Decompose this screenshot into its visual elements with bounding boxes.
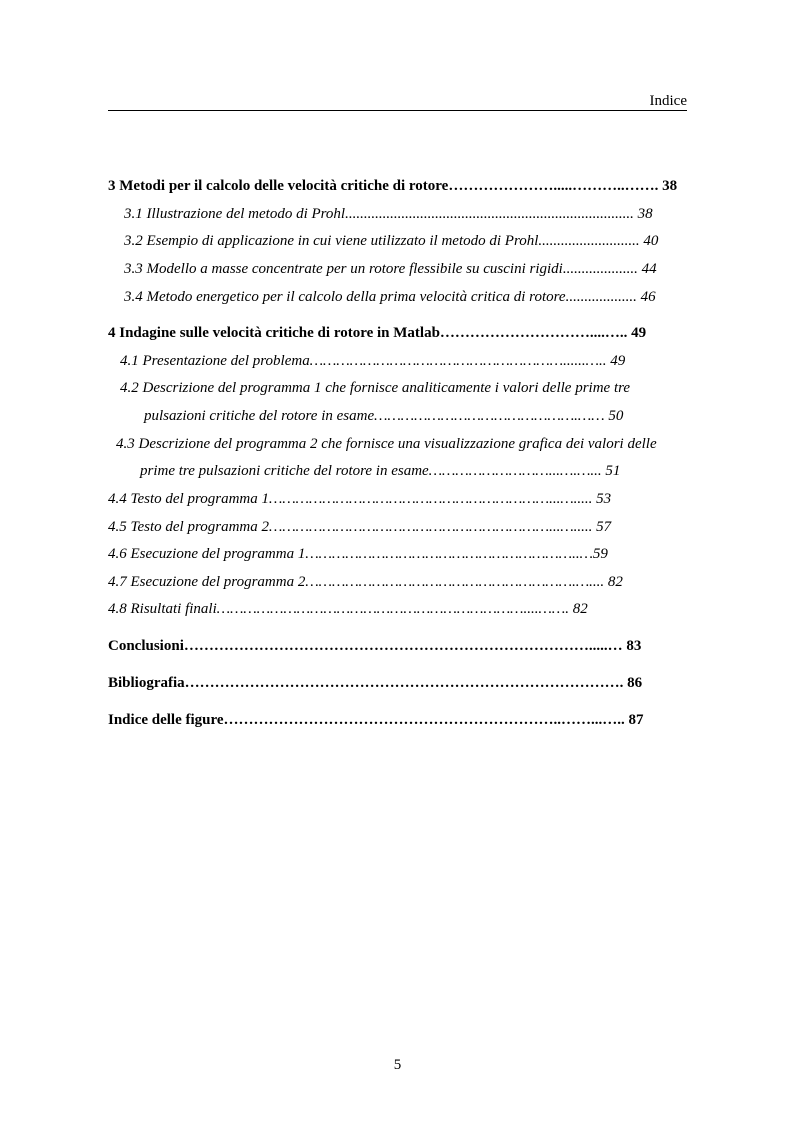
- toc-chapter-4[interactable]: 4 Indagine sulle velocità critiche di rotore in Matlab…………………………....….. 49: [108, 325, 647, 341]
- toc-section-4-8[interactable]: 4.8 Risultati finali……………………………………………………………....……. 82: [108, 601, 588, 617]
- toc-indice-figure[interactable]: Indice delle figure…………………………………………………………..……...….. 87: [108, 712, 644, 728]
- header-title: Indice: [649, 93, 687, 109]
- toc-bibliografia[interactable]: Bibliografia……………………………………………………………………………. 86: [108, 675, 643, 691]
- toc-section-3-2[interactable]: 3.2 Esempio di applicazione in cui viene utilizzato il metodo di Prohl........................... 40: [124, 233, 659, 249]
- toc-chapter-3[interactable]: 3 Metodi per il calcolo delle velocità critiche di rotore………………….....………..……. 38: [108, 178, 678, 194]
- toc-section-4-2-line1[interactable]: 4.2 Descrizione del programma 1 che fornisce analiticamente i valori delle prime tre: [120, 380, 631, 396]
- toc-section-4-6[interactable]: 4.6 Esecuzione del programma 1……………………………………………………..…59: [108, 546, 608, 562]
- toc-section-4-5[interactable]: 4.5 Testo del programma 2………………………………………………………...…..... 57: [108, 519, 612, 535]
- toc-conclusioni[interactable]: Conclusioni……………………………………………………………………….....… 83: [108, 638, 642, 654]
- toc-section-3-4[interactable]: 3.4 Metodo energetico per il calcolo della prima velocità critica di rotore................... 46: [124, 289, 656, 305]
- toc-section-3-1[interactable]: 3.1 Illustrazione del metodo di Prohl............................................................................. 38: [124, 206, 653, 222]
- toc-section-4-3-line1[interactable]: 4.3 Descrizione del programma 2 che fornisce una visualizzazione grafica dei valori delle: [116, 436, 657, 452]
- toc-section-3-3[interactable]: 3.3 Modello a masse concentrate per un rotore flessibile su cuscini rigidi.................... 44: [124, 261, 657, 277]
- toc-section-4-4[interactable]: 4.4 Testo del programma 1………………………………………………………...…..... 53: [108, 491, 612, 507]
- toc-section-4-1[interactable]: 4.1 Presentazione del problema…………………………………………………......….. 49: [120, 353, 626, 369]
- toc-section-4-7[interactable]: 4.7 Esecuzione del programma 2…………………………………………………….….... 82: [108, 574, 623, 590]
- page-number: 5: [393, 1057, 402, 1073]
- toc-section-4-2-line2[interactable]: pulsazioni critiche del rotore in esame……………………………………….…… 50: [144, 408, 624, 424]
- toc-section-4-3-line2[interactable]: prime tre pulsazioni critiche del rotore in esame………………………...….…... 51: [140, 463, 621, 479]
